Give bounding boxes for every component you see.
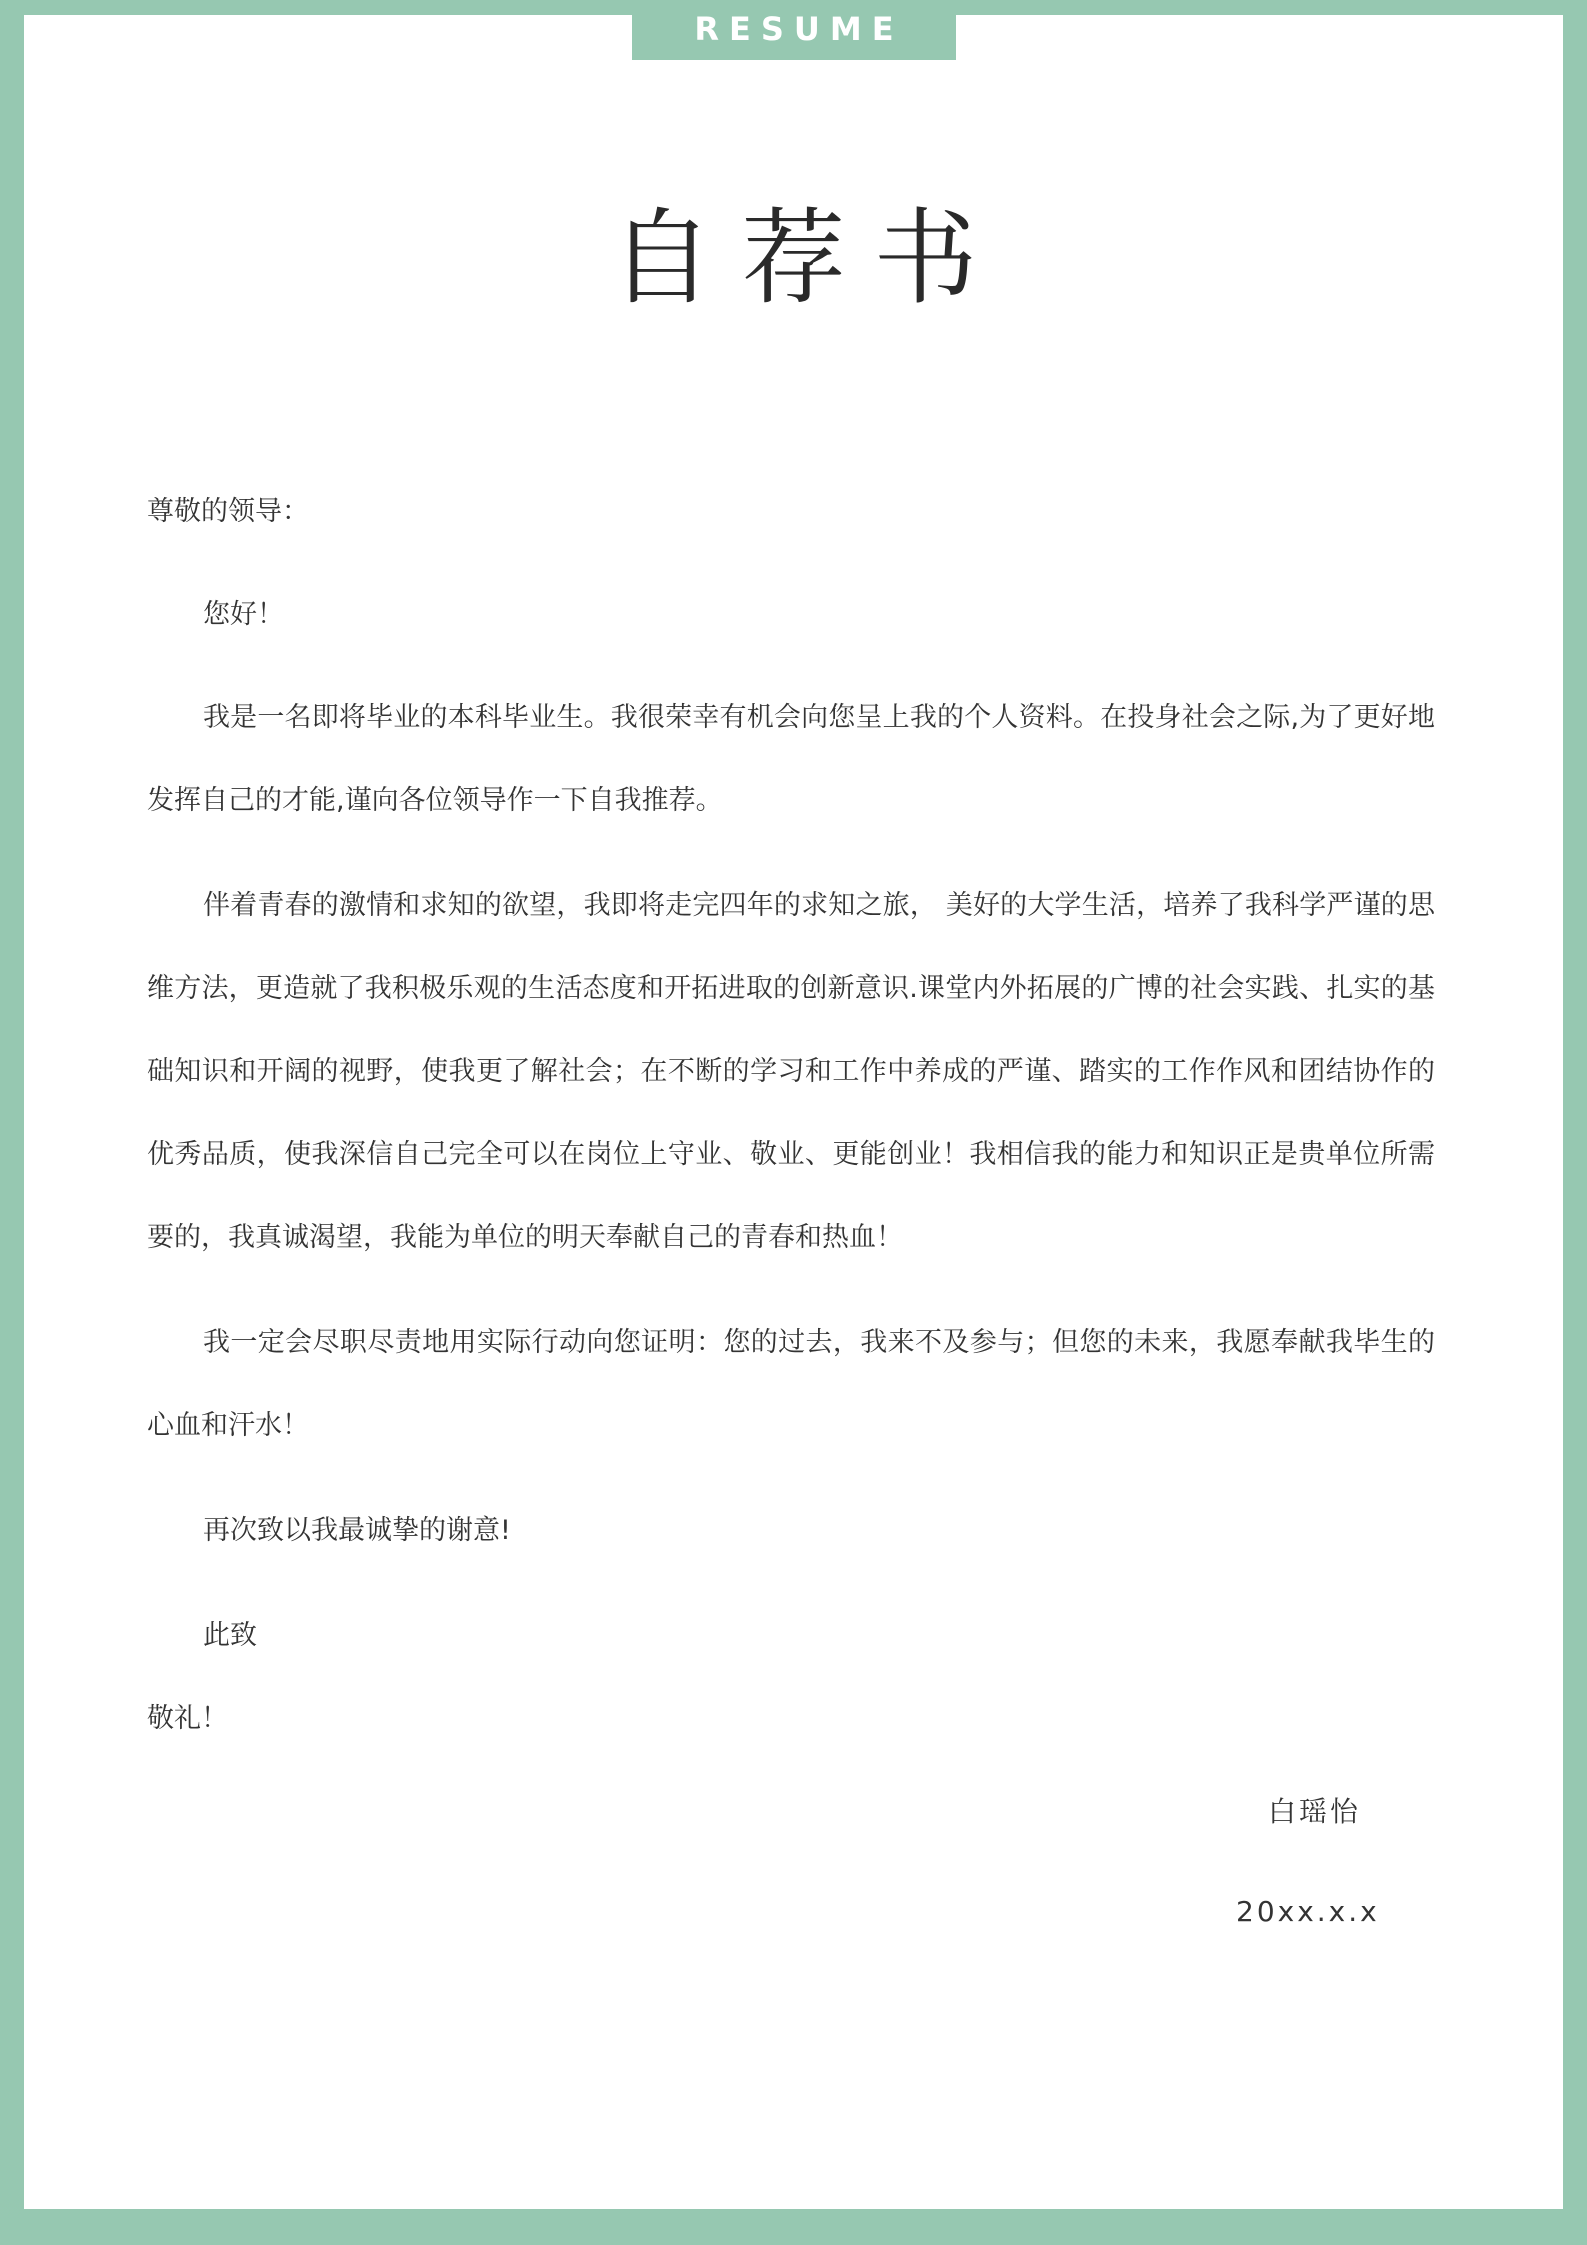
resume-tab-label: RESUME [632,0,956,60]
letter-body [147,470,1435,1760]
letter-paragraph: 我是一名即将毕业的本科毕业生。我很荣幸有机会向您呈上我的个人资料。在投身社会之际,为了更好地发挥自己的才能,谨向各位领导作一下自我推荐。 [147,702,1435,816]
letter-salutation: 尊敬的领导： [147,496,309,527]
letter-closing-jing-li: 敬礼！ [147,1703,228,1734]
signature-name: 白瑶怡 [1268,1795,1362,1828]
signature-date: 20xx.x.x [1236,1895,1380,1928]
letter-greeting: 您好！ [203,599,284,630]
letter-paragraph: 我一定会尽职尽责地用实际行动向您证明：您的过去，我来不及参与；但您的未来，我愿奉献我毕生的心血和汗水！ [147,1327,1435,1441]
page-title: 自荐书 [609,197,1006,319]
letter-thanks: 再次致以我最诚挚的谢意! [203,1515,511,1546]
letter-closing-ci-zhi: 此致 [203,1620,257,1651]
letter-paragraph: 伴着青春的激情和求知的欲望，我即将走完四年的求知之旅， 美好的大学生活，培养了我科学严谨的思维方法，更造就了我积极乐观的生活态度和开拓进取的创新意识.课堂内外拓展的广博的社会实践、扎实的基础知识和开阔的视野，使我更了解社会；在不断的学习和工作中养成的严谨、踏实的工作作风和团结协作的优秀品质，使我深信自己完全可以在岗位上守业、敬业、更能创业！我相信我的能力和知识正是贵单位所需要的，我真诚渴望，我能为单位的明天奉献自己的青春和热血！ [147,890,1435,1253]
